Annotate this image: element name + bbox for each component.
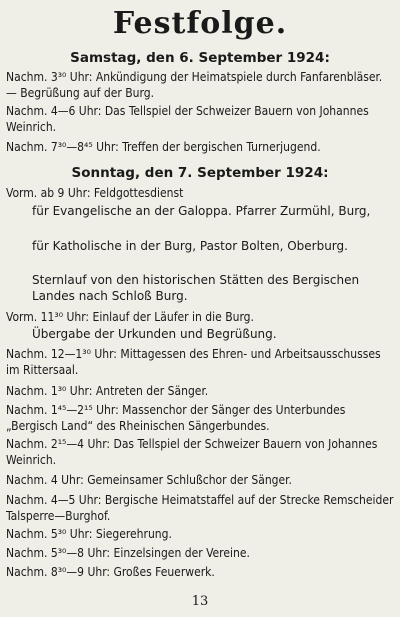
entry-text: Treffen der bergischen Turnerjugend. xyxy=(122,140,321,154)
schedule-entry xyxy=(6,347,394,378)
entry-time: Nachm. 7³⁰—8⁴⁵ Uhr: xyxy=(6,140,119,154)
entry-text: Bergische Heimatstaffel auf der Strecke Remscheider Talsperre—Burghof. xyxy=(6,493,394,523)
entry-text: Großes Feuerwerk. xyxy=(113,565,215,579)
entry-text: Das Tellspiel der Schweizer Bauern von Johannes Weinrich. xyxy=(6,437,378,467)
day1-heading: Samstag, den 6. September 1924: xyxy=(70,50,330,66)
schedule-entry xyxy=(6,493,394,524)
schedule-entry xyxy=(6,70,394,101)
entry-text: Das Tellspiel der Schweizer Bauern von Johannes Weinrich. xyxy=(6,104,369,134)
entry-time: Nachm. 1⁴⁵—2¹⁵ Uhr: xyxy=(6,403,119,417)
day2-heading: Sonntag, den 7. September 1924: xyxy=(71,165,329,181)
entry-time: Nachm. 4—6 Uhr: xyxy=(6,104,102,118)
relay-detail: Sternlauf von den historischen Stätten des Bergischen Landes nach Schloß Burg. xyxy=(32,273,360,303)
entry-time: Nachm. 12—1³⁰ Uhr: xyxy=(6,347,117,361)
schedule-entry xyxy=(6,140,394,156)
entry-time: Vorm. 11³⁰ Uhr: xyxy=(6,310,90,324)
page-number: 13 xyxy=(191,594,209,609)
entry-text: Massenchor der Sänger des Unterbundes „Bergisch Land“ des Rheinischen Sängerbundes. xyxy=(6,403,346,433)
entry-time: Nachm. 3³⁰ Uhr: xyxy=(6,70,93,84)
entry-time: Nachm. 4—5 Uhr: xyxy=(6,493,102,507)
entry-text: Einzelsingen der Vereine. xyxy=(113,546,250,560)
entry-time: Nachm. 4 Uhr: xyxy=(6,473,84,487)
schedule-entry xyxy=(6,384,394,400)
schedule-entry xyxy=(6,437,394,468)
schedule-entry xyxy=(6,546,394,562)
entry-time: Nachm. 8³⁰—9 Uhr: xyxy=(6,565,111,579)
entry-text: Siegerehrung. xyxy=(95,527,172,541)
entry-time: Vorm. ab 9 Uhr: xyxy=(6,186,91,200)
entry-text: Ankündigung der Heimatspiele durch Fanfarenbläser. — Begrüßung auf der Burg. xyxy=(6,70,383,100)
entry-time: Nachm. 5³⁰ Uhr: xyxy=(6,527,93,541)
page-title: Festfolge. xyxy=(112,6,288,41)
entry-time: Nachm. 1³⁰ Uhr: xyxy=(6,384,93,398)
schedule-entry xyxy=(6,565,394,581)
schedule-entry xyxy=(6,310,394,326)
schedule-entry xyxy=(6,403,394,434)
schedule-entry xyxy=(6,473,394,489)
entry-text: Gemeinsamer Schlußchor der Sänger. xyxy=(87,473,292,487)
handover-detail: Übergabe der Urkunden und Begrüßung. xyxy=(32,327,277,341)
schedule-entry xyxy=(6,104,394,135)
service-detail: für Katholische in der Burg, Pastor Bolten, Oberburg. xyxy=(32,239,348,253)
schedule-entry xyxy=(6,527,394,543)
entry-time: Nachm. 2¹⁵—4 Uhr: xyxy=(6,437,111,451)
entry-text: Einlauf der Läufer in die Burg. xyxy=(92,310,254,324)
entry-text: Antreten der Sänger. xyxy=(95,384,209,398)
entry-time: Nachm. 5³⁰—8 Uhr: xyxy=(6,546,111,560)
schedule-entry xyxy=(6,186,394,202)
entry-text: Mittagessen des Ehren- und Arbeitsausschusses im Rittersaal. xyxy=(6,347,381,377)
entry-text: Feldgottesdienst xyxy=(93,186,184,200)
service-detail: für Evangelische an der Galoppa. Pfarrer Zurmühl, Burg, xyxy=(32,204,371,218)
